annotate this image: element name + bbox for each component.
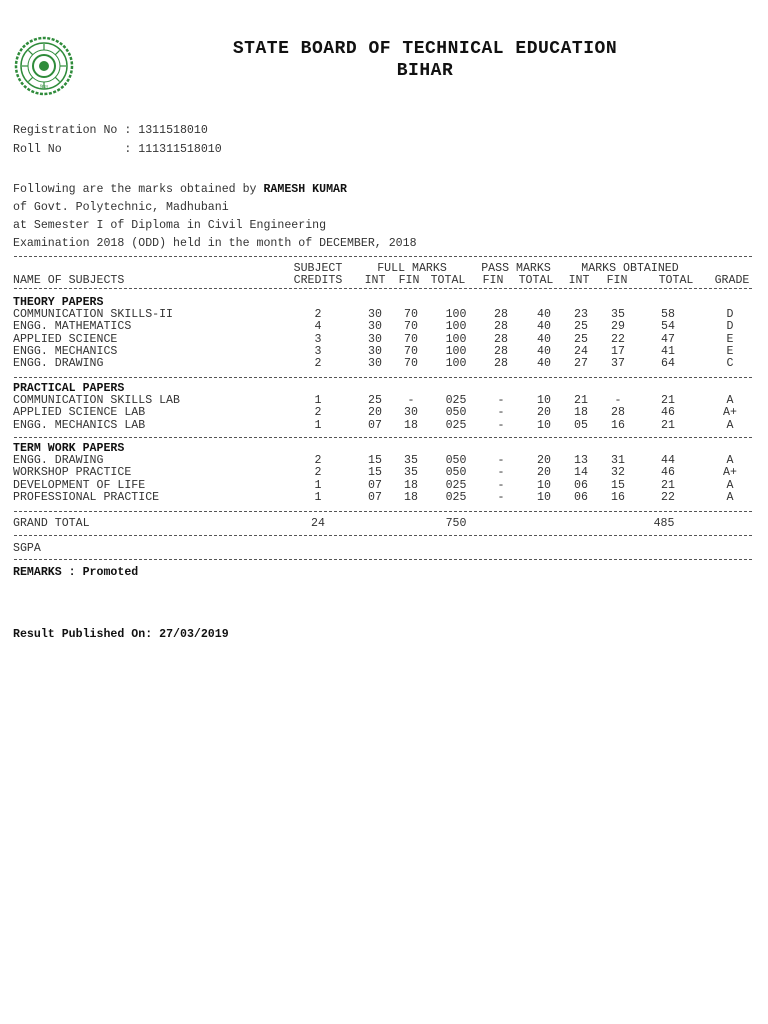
cell-credits: 1 — [314, 394, 322, 407]
intro-text: Following are the marks obtained by — [13, 183, 264, 196]
cell-f-fin: 70 — [404, 345, 418, 358]
subject-name: APPLIED SCIENCE LAB — [13, 406, 146, 419]
col-pass-marks: PASS MARKS — [481, 262, 551, 275]
cell-f-fin: 18 — [404, 419, 418, 432]
cell-f-int: 30 — [368, 320, 382, 333]
cell-f-int: 15 — [368, 466, 382, 479]
cell-p-fin: 28 — [494, 345, 508, 358]
cell-o-fin: 16 — [611, 491, 625, 504]
col-full-total: TOTAL — [430, 274, 466, 287]
cell-f-int: 30 — [368, 345, 382, 358]
cell-p-fin: 28 — [494, 308, 508, 321]
remarks-value: Promoted — [82, 566, 139, 579]
cell-credits: 4 — [314, 320, 322, 333]
cell-o-fin: 16 — [611, 419, 625, 432]
cell-f-int: 15 — [368, 454, 382, 467]
col-marks-obtained: MARKS OBTAINED — [581, 262, 679, 275]
cell-p-total: 20 — [537, 406, 551, 419]
col-name: NAME OF SUBJECTS — [13, 274, 125, 287]
cell-o-total: 22 — [661, 491, 675, 504]
registration-number: 1311518010 — [138, 124, 208, 137]
cell-f-int: 07 — [368, 479, 382, 492]
subject-name: COMMUNICATION SKILLS-II — [13, 308, 174, 321]
section-divider — [14, 377, 752, 378]
cell-p-total: 20 — [537, 454, 551, 467]
cell-f-total: 100 — [445, 308, 467, 321]
cell-grade: A — [726, 454, 734, 467]
board-title: STATE BOARD OF TECHNICAL EDUCATION — [232, 39, 618, 59]
col-full-int: INT — [364, 274, 386, 287]
published-label: Result Published On: — [13, 628, 160, 641]
cell-f-fin: 70 — [404, 357, 418, 370]
exam-line: Examination 2018 (ODD) held in the month of DECEMBER, 2018 — [13, 237, 417, 250]
cell-p-fin: - — [497, 466, 505, 479]
cell-p-fin: - — [497, 419, 505, 432]
college-line: of Govt. Polytechnic, Madhubani — [13, 201, 229, 214]
cell-f-total: 100 — [445, 357, 467, 370]
cell-grade: D — [726, 320, 734, 333]
col-obt-int: INT — [568, 274, 590, 287]
cell-p-total: 40 — [537, 333, 551, 346]
cell-p-total: 10 — [537, 419, 551, 432]
cell-o-int: 13 — [574, 454, 588, 467]
cell-o-fin: 15 — [611, 479, 625, 492]
cell-o-fin: 35 — [611, 308, 625, 321]
cell-f-total: 050 — [445, 454, 467, 467]
divider-grand-total-top — [14, 511, 752, 512]
cell-o-int: 25 — [574, 333, 588, 346]
cell-p-total: 40 — [537, 345, 551, 358]
cell-p-fin: - — [497, 491, 505, 504]
grand-total-row — [0, 518, 768, 530]
cell-f-fin: 70 — [404, 308, 418, 321]
sgpa-row — [0, 543, 768, 555]
roll-label: Roll No : — [13, 143, 139, 156]
cell-o-int: 14 — [574, 466, 588, 479]
cell-grade: D — [726, 308, 734, 321]
published-line — [13, 628, 229, 641]
cell-grade: A — [726, 491, 734, 504]
intro-line — [13, 183, 347, 196]
published-date: 27/03/2019 — [159, 628, 229, 641]
remarks-label: REMARKS : — [13, 566, 83, 579]
cell-f-int: 20 — [368, 406, 382, 419]
subject-name: APPLIED SCIENCE — [13, 333, 118, 346]
cell-f-total: 025 — [445, 491, 467, 504]
cell-grade: A — [726, 394, 734, 407]
cell-f-fin: 35 — [404, 454, 418, 467]
cell-f-fin: 18 — [404, 491, 418, 504]
grand-total-full: 750 — [445, 517, 467, 530]
cell-f-total: 100 — [445, 320, 467, 333]
cell-f-total: 050 — [445, 406, 467, 419]
grand-total-obtained: 485 — [653, 517, 675, 530]
cell-credits: 2 — [314, 406, 322, 419]
subject-name: WORKSHOP PRACTICE — [13, 466, 132, 479]
cell-o-total: 41 — [661, 345, 675, 358]
table-row — [0, 420, 768, 432]
cell-p-fin: - — [497, 454, 505, 467]
cell-grade: A+ — [723, 406, 737, 419]
cell-o-int: 27 — [574, 357, 588, 370]
cell-o-total: 64 — [661, 357, 675, 370]
cell-credits: 3 — [314, 333, 322, 346]
section-divider — [14, 437, 752, 438]
cell-p-fin: - — [497, 394, 505, 407]
registration-label: Registration No : — [13, 124, 139, 137]
cell-credits: 3 — [314, 345, 322, 358]
board-state: BIHAR — [396, 61, 454, 81]
cell-o-int: 06 — [574, 479, 588, 492]
col-pass-total: TOTAL — [518, 274, 554, 287]
grand-total-credits: 24 — [311, 517, 325, 530]
cell-p-total: 20 — [537, 466, 551, 479]
grand-total-label: GRAND TOTAL — [13, 517, 90, 530]
cell-f-int: 30 — [368, 333, 382, 346]
cell-f-fin: 35 — [404, 466, 418, 479]
cell-o-total: 46 — [661, 466, 675, 479]
col-full-marks: FULL MARKS — [377, 262, 447, 275]
cell-f-total: 050 — [445, 466, 467, 479]
cell-p-fin: 28 — [494, 357, 508, 370]
cell-o-int: 24 — [574, 345, 588, 358]
cell-f-fin: 70 — [404, 320, 418, 333]
cell-p-total: 10 — [537, 491, 551, 504]
cell-grade: A — [726, 479, 734, 492]
cell-credits: 1 — [314, 479, 322, 492]
cell-credits: 2 — [314, 357, 322, 370]
cell-o-total: 46 — [661, 406, 675, 419]
remarks-line — [13, 566, 138, 579]
cell-p-total: 10 — [537, 394, 551, 407]
cell-p-total: 40 — [537, 308, 551, 321]
cell-o-fin: 17 — [611, 345, 625, 358]
cell-grade: A — [726, 419, 734, 432]
cell-f-total: 025 — [445, 479, 467, 492]
divider-sgpa-top — [14, 535, 752, 536]
cell-f-fin: 18 — [404, 479, 418, 492]
cell-o-fin: 32 — [611, 466, 625, 479]
cell-o-int: 05 — [574, 419, 588, 432]
cell-credits: 1 — [314, 491, 322, 504]
subject-name: ENGG. MECHANICS — [13, 345, 118, 358]
svg-text:बिहार: बिहार — [39, 84, 49, 89]
cell-f-total: 025 — [445, 394, 467, 407]
cell-p-total: 40 — [537, 320, 551, 333]
subject-name: ENGG. MECHANICS LAB — [13, 419, 146, 432]
subject-name: ENGG. DRAWING — [13, 454, 104, 467]
cell-f-fin: 30 — [404, 406, 418, 419]
roll-line — [13, 143, 222, 156]
col-pass-fin: FIN — [482, 274, 504, 287]
cell-grade: E — [726, 345, 734, 358]
cell-p-fin: 28 — [494, 333, 508, 346]
col-full-fin: FIN — [398, 274, 420, 287]
cell-f-total: 100 — [445, 345, 467, 358]
cell-o-int: 21 — [574, 394, 588, 407]
cell-o-int: 06 — [574, 491, 588, 504]
registration-line — [13, 124, 208, 137]
cell-grade: E — [726, 333, 734, 346]
cell-o-fin: 28 — [611, 406, 625, 419]
subject-name: COMMUNICATION SKILLS LAB — [13, 394, 180, 407]
section-title-text: THEORY PAPERS — [13, 296, 104, 309]
cell-o-int: 18 — [574, 406, 588, 419]
cell-o-int: 23 — [574, 308, 588, 321]
cell-grade: A+ — [723, 466, 737, 479]
cell-o-total: 21 — [661, 479, 675, 492]
cell-p-fin: 28 — [494, 320, 508, 333]
header-row-2 — [0, 275, 768, 287]
cell-f-total: 100 — [445, 333, 467, 346]
cell-credits: 2 — [314, 454, 322, 467]
cell-credits: 2 — [314, 308, 322, 321]
col-obt-fin: FIN — [606, 274, 628, 287]
divider-top — [14, 256, 752, 257]
sbte-bihar-seal-logo — [14, 36, 74, 96]
cell-f-int: 30 — [368, 357, 382, 370]
cell-p-total: 10 — [537, 479, 551, 492]
col-credits: CREDITS — [293, 274, 343, 287]
cell-o-fin: - — [614, 394, 622, 407]
table-row — [0, 467, 768, 479]
divider-header — [14, 288, 752, 289]
roll-number: 111311518010 — [138, 143, 222, 156]
col-subject-top: SUBJECT — [293, 262, 343, 275]
student-name: RAMESH KUMAR — [263, 183, 347, 196]
cell-o-fin: 31 — [611, 454, 625, 467]
col-obt-total: TOTAL — [658, 274, 694, 287]
cell-o-int: 25 — [574, 320, 588, 333]
subject-name: DEVELOPMENT OF LIFE — [13, 479, 146, 492]
col-grade: GRADE — [714, 274, 750, 287]
cell-o-total: 21 — [661, 394, 675, 407]
table-row — [0, 346, 768, 358]
section-title-text: PRACTICAL PAPERS — [13, 382, 125, 395]
cell-p-fin: - — [497, 479, 505, 492]
cell-o-total: 58 — [661, 308, 675, 321]
table-row — [0, 492, 768, 504]
cell-f-total: 025 — [445, 419, 467, 432]
semester-line: at Semester I of Diploma in Civil Engineering — [13, 219, 327, 232]
cell-credits: 2 — [314, 466, 322, 479]
cell-f-int: 07 — [368, 491, 382, 504]
cell-f-int: 30 — [368, 308, 382, 321]
sgpa-label: SGPA — [13, 542, 41, 555]
cell-o-fin: 37 — [611, 357, 625, 370]
cell-p-fin: - — [497, 406, 505, 419]
subject-name: PROFESSIONAL PRACTICE — [13, 491, 160, 504]
cell-credits: 1 — [314, 419, 322, 432]
cell-f-fin: 70 — [404, 333, 418, 346]
subject-name: ENGG. DRAWING — [13, 357, 104, 370]
cell-o-total: 54 — [661, 320, 675, 333]
table-row — [0, 407, 768, 419]
subject-name: ENGG. MATHEMATICS — [13, 320, 132, 333]
table-row — [0, 358, 768, 370]
cell-grade: C — [726, 357, 734, 370]
cell-o-fin: 29 — [611, 320, 625, 333]
section-title-text: TERM WORK PAPERS — [13, 442, 125, 455]
section-title — [0, 443, 768, 455]
cell-o-total: 47 — [661, 333, 675, 346]
cell-o-total: 44 — [661, 454, 675, 467]
table-row — [0, 321, 768, 333]
divider-bottom — [14, 559, 752, 560]
cell-o-fin: 22 — [611, 333, 625, 346]
cell-p-total: 40 — [537, 357, 551, 370]
cell-f-int: 07 — [368, 419, 382, 432]
cell-f-fin: - — [407, 394, 415, 407]
cell-f-int: 25 — [368, 394, 382, 407]
cell-o-total: 21 — [661, 419, 675, 432]
